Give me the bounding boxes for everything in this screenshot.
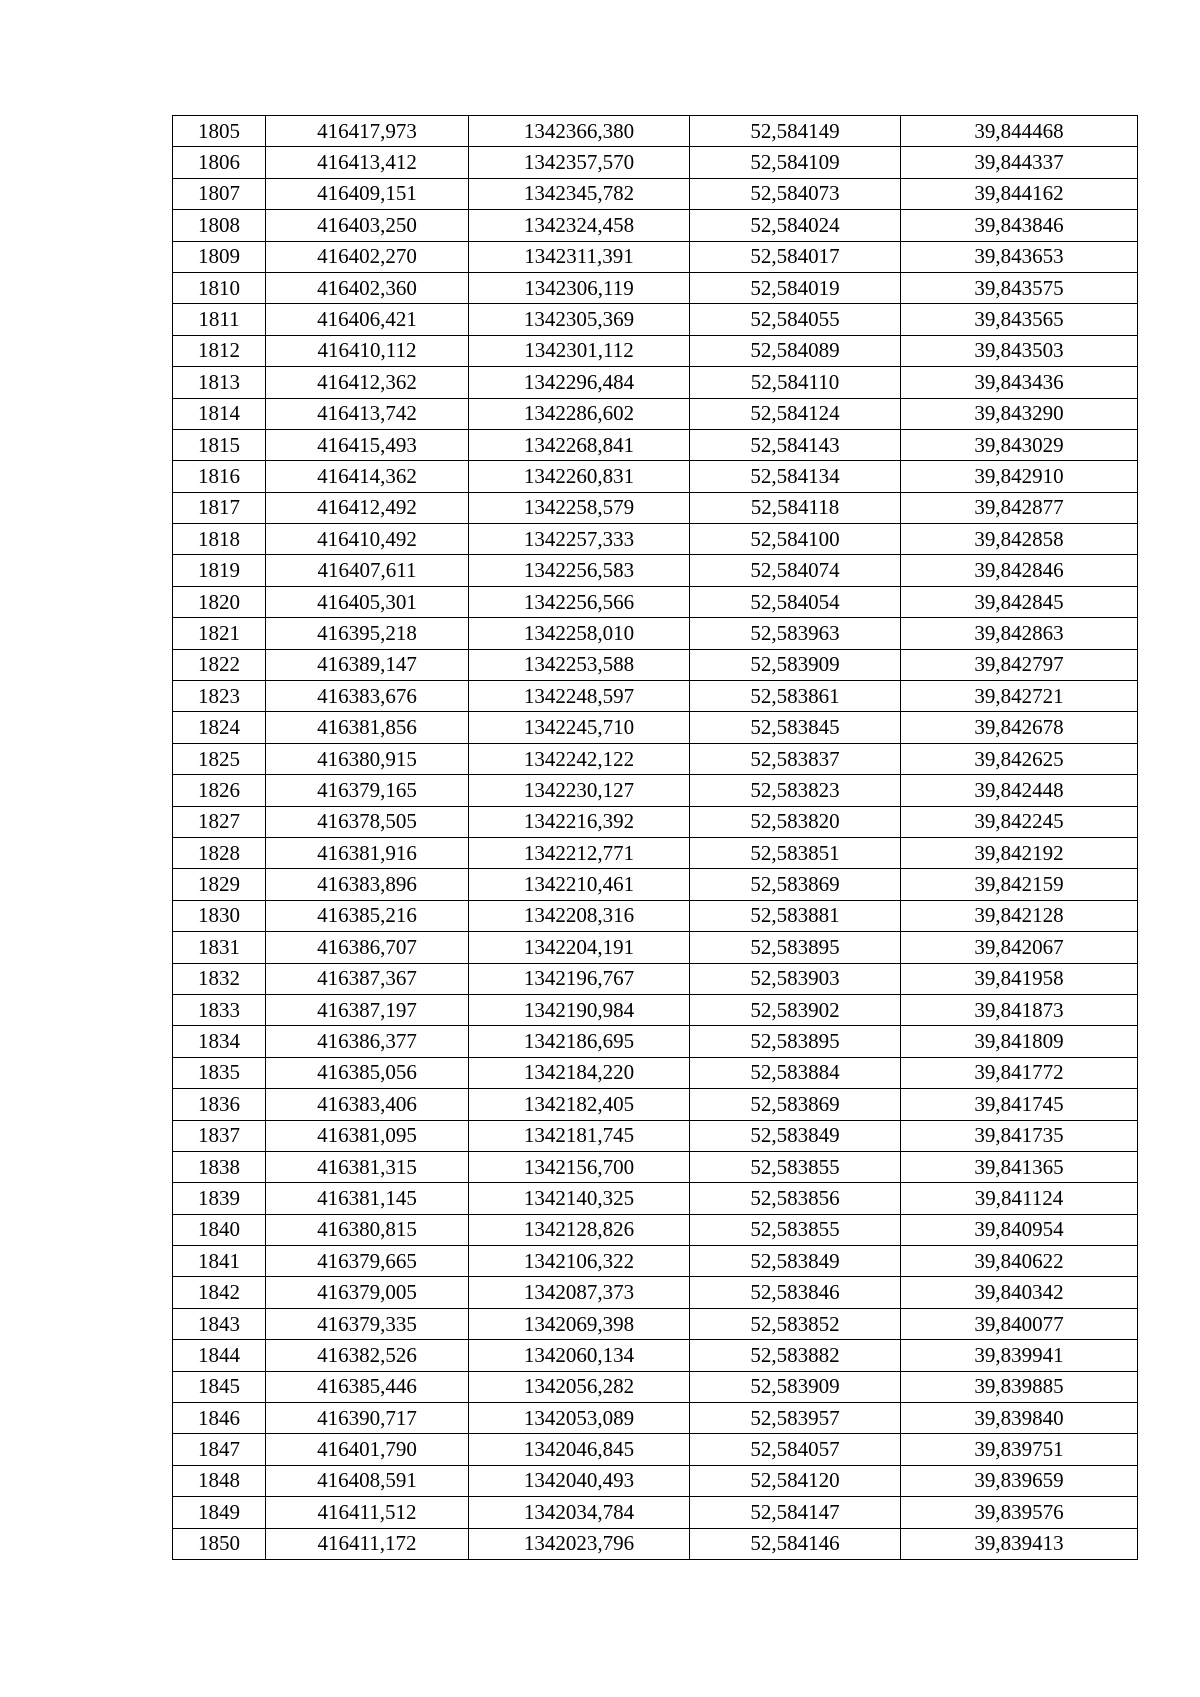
- table-row: [173, 210, 1138, 241]
- x-coordinate-cell: 416413,412: [266, 147, 469, 178]
- point-number-cell: 1844: [173, 1340, 266, 1371]
- point-number-cell: 1849: [173, 1497, 266, 1528]
- longitude-cell: 39,841958: [901, 963, 1138, 994]
- y-coordinate-cell: 1342366,380: [469, 116, 690, 147]
- longitude-cell: 39,844337: [901, 147, 1138, 178]
- table-row: [173, 272, 1138, 303]
- table-row: [173, 304, 1138, 335]
- table-row: [173, 1183, 1138, 1214]
- table-row: [173, 900, 1138, 931]
- y-coordinate-cell: 1342128,826: [469, 1214, 690, 1245]
- latitude-cell: 52,583849: [690, 1120, 901, 1151]
- table-row: [173, 147, 1138, 178]
- latitude-cell: 52,584147: [690, 1497, 901, 1528]
- table-row: [173, 1308, 1138, 1339]
- x-coordinate-cell: 416415,493: [266, 429, 469, 460]
- longitude-cell: 39,842845: [901, 586, 1138, 617]
- y-coordinate-cell: 1342181,745: [469, 1120, 690, 1151]
- latitude-cell: 52,584143: [690, 429, 901, 460]
- point-number-cell: 1846: [173, 1403, 266, 1434]
- y-coordinate-cell: 1342258,579: [469, 492, 690, 523]
- point-number-cell: 1823: [173, 681, 266, 712]
- latitude-cell: 52,583851: [690, 837, 901, 868]
- latitude-cell: 52,584073: [690, 178, 901, 209]
- point-number-cell: 1836: [173, 1089, 266, 1120]
- x-coordinate-cell: 416389,147: [266, 649, 469, 680]
- y-coordinate-cell: 1342023,796: [469, 1528, 690, 1559]
- coordinates-sheet: [172, 115, 1138, 1560]
- x-coordinate-cell: 416402,270: [266, 241, 469, 272]
- x-coordinate-cell: 416381,095: [266, 1120, 469, 1151]
- table-row: [173, 1340, 1138, 1371]
- longitude-cell: 39,839751: [901, 1434, 1138, 1465]
- point-number-cell: 1843: [173, 1308, 266, 1339]
- point-number-cell: 1831: [173, 932, 266, 963]
- longitude-cell: 39,840342: [901, 1277, 1138, 1308]
- y-coordinate-cell: 1342156,700: [469, 1151, 690, 1182]
- table-row: [173, 241, 1138, 272]
- x-coordinate-cell: 416386,377: [266, 1026, 469, 1057]
- y-coordinate-cell: 1342106,322: [469, 1246, 690, 1277]
- latitude-cell: 52,584109: [690, 147, 901, 178]
- table-row: [173, 1151, 1138, 1182]
- latitude-cell: 52,584019: [690, 272, 901, 303]
- longitude-cell: 39,843846: [901, 210, 1138, 241]
- point-number-cell: 1832: [173, 963, 266, 994]
- latitude-cell: 52,583869: [690, 869, 901, 900]
- table-row: [173, 806, 1138, 837]
- x-coordinate-cell: 416412,492: [266, 492, 469, 523]
- y-coordinate-cell: 1342190,984: [469, 994, 690, 1025]
- y-coordinate-cell: 1342301,112: [469, 335, 690, 366]
- latitude-cell: 52,584074: [690, 555, 901, 586]
- y-coordinate-cell: 1342306,119: [469, 272, 690, 303]
- table-row: [173, 492, 1138, 523]
- y-coordinate-cell: 1342046,845: [469, 1434, 690, 1465]
- longitude-cell: 39,842858: [901, 524, 1138, 555]
- y-coordinate-cell: 1342140,325: [469, 1183, 690, 1214]
- point-number-cell: 1819: [173, 555, 266, 586]
- x-coordinate-cell: 416381,315: [266, 1151, 469, 1182]
- x-coordinate-cell: 416409,151: [266, 178, 469, 209]
- longitude-cell: 39,841124: [901, 1183, 1138, 1214]
- longitude-cell: 39,839941: [901, 1340, 1138, 1371]
- point-number-cell: 1816: [173, 461, 266, 492]
- x-coordinate-cell: 416381,856: [266, 712, 469, 743]
- point-number-cell: 1809: [173, 241, 266, 272]
- longitude-cell: 39,841365: [901, 1151, 1138, 1182]
- latitude-cell: 52,584054: [690, 586, 901, 617]
- point-number-cell: 1845: [173, 1371, 266, 1402]
- y-coordinate-cell: 1342242,122: [469, 743, 690, 774]
- latitude-cell: 52,584146: [690, 1528, 901, 1559]
- table-row: [173, 429, 1138, 460]
- latitude-cell: 52,583837: [690, 743, 901, 774]
- x-coordinate-cell: 416379,005: [266, 1277, 469, 1308]
- longitude-cell: 39,843503: [901, 335, 1138, 366]
- x-coordinate-cell: 416412,362: [266, 367, 469, 398]
- table-row: [173, 1277, 1138, 1308]
- point-number-cell: 1815: [173, 429, 266, 460]
- y-coordinate-cell: 1342034,784: [469, 1497, 690, 1528]
- y-coordinate-cell: 1342256,583: [469, 555, 690, 586]
- latitude-cell: 52,583909: [690, 649, 901, 680]
- point-number-cell: 1838: [173, 1151, 266, 1182]
- y-coordinate-cell: 1342208,316: [469, 900, 690, 931]
- table-row: [173, 1497, 1138, 1528]
- y-coordinate-cell: 1342256,566: [469, 586, 690, 617]
- point-number-cell: 1839: [173, 1183, 266, 1214]
- x-coordinate-cell: 416381,145: [266, 1183, 469, 1214]
- x-coordinate-cell: 416378,505: [266, 806, 469, 837]
- longitude-cell: 39,839576: [901, 1497, 1138, 1528]
- point-number-cell: 1850: [173, 1528, 266, 1559]
- longitude-cell: 39,841772: [901, 1057, 1138, 1088]
- latitude-cell: 52,584089: [690, 335, 901, 366]
- latitude-cell: 52,584055: [690, 304, 901, 335]
- table-row: [173, 1057, 1138, 1088]
- y-coordinate-cell: 1342305,369: [469, 304, 690, 335]
- point-number-cell: 1848: [173, 1465, 266, 1496]
- x-coordinate-cell: 416413,742: [266, 398, 469, 429]
- point-number-cell: 1810: [173, 272, 266, 303]
- table-row: [173, 618, 1138, 649]
- longitude-cell: 39,843436: [901, 367, 1138, 398]
- x-coordinate-cell: 416387,197: [266, 994, 469, 1025]
- table-row: [173, 335, 1138, 366]
- y-coordinate-cell: 1342053,089: [469, 1403, 690, 1434]
- point-number-cell: 1808: [173, 210, 266, 241]
- point-number-cell: 1827: [173, 806, 266, 837]
- longitude-cell: 39,844162: [901, 178, 1138, 209]
- x-coordinate-cell: 416405,301: [266, 586, 469, 617]
- point-number-cell: 1811: [173, 304, 266, 335]
- point-number-cell: 1818: [173, 524, 266, 555]
- table-row: [173, 712, 1138, 743]
- x-coordinate-cell: 416403,250: [266, 210, 469, 241]
- latitude-cell: 52,584024: [690, 210, 901, 241]
- x-coordinate-cell: 416383,676: [266, 681, 469, 712]
- latitude-cell: 52,583846: [690, 1277, 901, 1308]
- table-row: [173, 1120, 1138, 1151]
- longitude-cell: 39,840622: [901, 1246, 1138, 1277]
- point-number-cell: 1812: [173, 335, 266, 366]
- x-coordinate-cell: 416380,815: [266, 1214, 469, 1245]
- latitude-cell: 52,583884: [690, 1057, 901, 1088]
- longitude-cell: 39,843029: [901, 429, 1138, 460]
- latitude-cell: 52,583895: [690, 1026, 901, 1057]
- latitude-cell: 52,584149: [690, 116, 901, 147]
- table-body: [173, 116, 1138, 1560]
- table-row: [173, 178, 1138, 209]
- y-coordinate-cell: 1342056,282: [469, 1371, 690, 1402]
- table-row: [173, 461, 1138, 492]
- longitude-cell: 39,842067: [901, 932, 1138, 963]
- y-coordinate-cell: 1342357,570: [469, 147, 690, 178]
- y-coordinate-cell: 1342087,373: [469, 1277, 690, 1308]
- x-coordinate-cell: 416406,421: [266, 304, 469, 335]
- latitude-cell: 52,584017: [690, 241, 901, 272]
- table-row: [173, 1371, 1138, 1402]
- y-coordinate-cell: 1342258,010: [469, 618, 690, 649]
- latitude-cell: 52,583869: [690, 1089, 901, 1120]
- longitude-cell: 39,841873: [901, 994, 1138, 1025]
- longitude-cell: 39,842846: [901, 555, 1138, 586]
- longitude-cell: 39,842159: [901, 869, 1138, 900]
- longitude-cell: 39,839840: [901, 1403, 1138, 1434]
- y-coordinate-cell: 1342212,771: [469, 837, 690, 868]
- table-row: [173, 994, 1138, 1025]
- point-number-cell: 1842: [173, 1277, 266, 1308]
- x-coordinate-cell: 416385,056: [266, 1057, 469, 1088]
- coordinates-table: [172, 115, 1138, 1560]
- y-coordinate-cell: 1342184,220: [469, 1057, 690, 1088]
- latitude-cell: 52,583823: [690, 775, 901, 806]
- x-coordinate-cell: 416395,218: [266, 618, 469, 649]
- point-number-cell: 1817: [173, 492, 266, 523]
- y-coordinate-cell: 1342040,493: [469, 1465, 690, 1496]
- longitude-cell: 39,842797: [901, 649, 1138, 680]
- longitude-cell: 39,839659: [901, 1465, 1138, 1496]
- table-row: [173, 586, 1138, 617]
- table-row: [173, 1434, 1138, 1465]
- y-coordinate-cell: 1342324,458: [469, 210, 690, 241]
- table-row: [173, 1403, 1138, 1434]
- latitude-cell: 52,584120: [690, 1465, 901, 1496]
- longitude-cell: 39,844468: [901, 116, 1138, 147]
- point-number-cell: 1833: [173, 994, 266, 1025]
- latitude-cell: 52,584118: [690, 492, 901, 523]
- longitude-cell: 39,842910: [901, 461, 1138, 492]
- y-coordinate-cell: 1342286,602: [469, 398, 690, 429]
- x-coordinate-cell: 416407,611: [266, 555, 469, 586]
- y-coordinate-cell: 1342060,134: [469, 1340, 690, 1371]
- x-coordinate-cell: 416387,367: [266, 963, 469, 994]
- longitude-cell: 39,841735: [901, 1120, 1138, 1151]
- table-row: [173, 963, 1138, 994]
- x-coordinate-cell: 416379,665: [266, 1246, 469, 1277]
- longitude-cell: 39,839413: [901, 1528, 1138, 1559]
- table-row: [173, 932, 1138, 963]
- table-row: [173, 1026, 1138, 1057]
- longitude-cell: 39,843653: [901, 241, 1138, 272]
- latitude-cell: 52,583909: [690, 1371, 901, 1402]
- y-coordinate-cell: 1342296,484: [469, 367, 690, 398]
- point-number-cell: 1821: [173, 618, 266, 649]
- latitude-cell: 52,583957: [690, 1403, 901, 1434]
- longitude-cell: 39,842721: [901, 681, 1138, 712]
- table-row: [173, 524, 1138, 555]
- x-coordinate-cell: 416386,707: [266, 932, 469, 963]
- latitude-cell: 52,584134: [690, 461, 901, 492]
- latitude-cell: 52,583820: [690, 806, 901, 837]
- longitude-cell: 39,842128: [901, 900, 1138, 931]
- point-number-cell: 1837: [173, 1120, 266, 1151]
- longitude-cell: 39,839885: [901, 1371, 1138, 1402]
- longitude-cell: 39,843575: [901, 272, 1138, 303]
- point-number-cell: 1813: [173, 367, 266, 398]
- latitude-cell: 52,583849: [690, 1246, 901, 1277]
- x-coordinate-cell: 416383,406: [266, 1089, 469, 1120]
- point-number-cell: 1841: [173, 1246, 266, 1277]
- x-coordinate-cell: 416390,717: [266, 1403, 469, 1434]
- table-row: [173, 1089, 1138, 1120]
- longitude-cell: 39,842448: [901, 775, 1138, 806]
- latitude-cell: 52,583903: [690, 963, 901, 994]
- longitude-cell: 39,842245: [901, 806, 1138, 837]
- latitude-cell: 52,583855: [690, 1214, 901, 1245]
- point-number-cell: 1806: [173, 147, 266, 178]
- y-coordinate-cell: 1342253,588: [469, 649, 690, 680]
- x-coordinate-cell: 416401,790: [266, 1434, 469, 1465]
- x-coordinate-cell: 416411,512: [266, 1497, 469, 1528]
- y-coordinate-cell: 1342245,710: [469, 712, 690, 743]
- x-coordinate-cell: 416408,591: [266, 1465, 469, 1496]
- y-coordinate-cell: 1342248,597: [469, 681, 690, 712]
- latitude-cell: 52,583895: [690, 932, 901, 963]
- x-coordinate-cell: 416411,172: [266, 1528, 469, 1559]
- point-number-cell: 1847: [173, 1434, 266, 1465]
- latitude-cell: 52,584110: [690, 367, 901, 398]
- x-coordinate-cell: 416417,973: [266, 116, 469, 147]
- longitude-cell: 39,842625: [901, 743, 1138, 774]
- longitude-cell: 39,840077: [901, 1308, 1138, 1339]
- longitude-cell: 39,842863: [901, 618, 1138, 649]
- point-number-cell: 1840: [173, 1214, 266, 1245]
- y-coordinate-cell: 1342260,831: [469, 461, 690, 492]
- point-number-cell: 1829: [173, 869, 266, 900]
- table-row: [173, 398, 1138, 429]
- latitude-cell: 52,584100: [690, 524, 901, 555]
- y-coordinate-cell: 1342216,392: [469, 806, 690, 837]
- table-row: [173, 1214, 1138, 1245]
- longitude-cell: 39,840954: [901, 1214, 1138, 1245]
- latitude-cell: 52,583852: [690, 1308, 901, 1339]
- point-number-cell: 1814: [173, 398, 266, 429]
- x-coordinate-cell: 416402,360: [266, 272, 469, 303]
- latitude-cell: 52,583963: [690, 618, 901, 649]
- table-row: [173, 775, 1138, 806]
- latitude-cell: 52,583856: [690, 1183, 901, 1214]
- point-number-cell: 1822: [173, 649, 266, 680]
- point-number-cell: 1835: [173, 1057, 266, 1088]
- table-row: [173, 1246, 1138, 1277]
- table-row: [173, 743, 1138, 774]
- x-coordinate-cell: 416414,362: [266, 461, 469, 492]
- x-coordinate-cell: 416383,896: [266, 869, 469, 900]
- longitude-cell: 39,843290: [901, 398, 1138, 429]
- longitude-cell: 39,841745: [901, 1089, 1138, 1120]
- x-coordinate-cell: 416410,112: [266, 335, 469, 366]
- table-row: [173, 1465, 1138, 1496]
- y-coordinate-cell: 1342268,841: [469, 429, 690, 460]
- table-row: [173, 555, 1138, 586]
- longitude-cell: 39,843565: [901, 304, 1138, 335]
- table-row: [173, 367, 1138, 398]
- point-number-cell: 1834: [173, 1026, 266, 1057]
- table-row: [173, 837, 1138, 868]
- latitude-cell: 52,584057: [690, 1434, 901, 1465]
- x-coordinate-cell: 416379,165: [266, 775, 469, 806]
- longitude-cell: 39,842192: [901, 837, 1138, 868]
- point-number-cell: 1805: [173, 116, 266, 147]
- y-coordinate-cell: 1342257,333: [469, 524, 690, 555]
- longitude-cell: 39,842877: [901, 492, 1138, 523]
- y-coordinate-cell: 1342311,391: [469, 241, 690, 272]
- y-coordinate-cell: 1342204,191: [469, 932, 690, 963]
- x-coordinate-cell: 416382,526: [266, 1340, 469, 1371]
- table-row: [173, 681, 1138, 712]
- x-coordinate-cell: 416385,446: [266, 1371, 469, 1402]
- y-coordinate-cell: 1342345,782: [469, 178, 690, 209]
- x-coordinate-cell: 416380,915: [266, 743, 469, 774]
- y-coordinate-cell: 1342069,398: [469, 1308, 690, 1339]
- table-row: [173, 649, 1138, 680]
- y-coordinate-cell: 1342196,767: [469, 963, 690, 994]
- table-row: [173, 1528, 1138, 1559]
- longitude-cell: 39,841809: [901, 1026, 1138, 1057]
- point-number-cell: 1807: [173, 178, 266, 209]
- latitude-cell: 52,583881: [690, 900, 901, 931]
- x-coordinate-cell: 416410,492: [266, 524, 469, 555]
- point-number-cell: 1826: [173, 775, 266, 806]
- latitude-cell: 52,584124: [690, 398, 901, 429]
- x-coordinate-cell: 416379,335: [266, 1308, 469, 1339]
- point-number-cell: 1828: [173, 837, 266, 868]
- latitude-cell: 52,583902: [690, 994, 901, 1025]
- latitude-cell: 52,583845: [690, 712, 901, 743]
- latitude-cell: 52,583861: [690, 681, 901, 712]
- x-coordinate-cell: 416385,216: [266, 900, 469, 931]
- point-number-cell: 1820: [173, 586, 266, 617]
- point-number-cell: 1825: [173, 743, 266, 774]
- y-coordinate-cell: 1342230,127: [469, 775, 690, 806]
- latitude-cell: 52,583855: [690, 1151, 901, 1182]
- point-number-cell: 1824: [173, 712, 266, 743]
- y-coordinate-cell: 1342182,405: [469, 1089, 690, 1120]
- table-row: [173, 869, 1138, 900]
- longitude-cell: 39,842678: [901, 712, 1138, 743]
- y-coordinate-cell: 1342210,461: [469, 869, 690, 900]
- x-coordinate-cell: 416381,916: [266, 837, 469, 868]
- latitude-cell: 52,583882: [690, 1340, 901, 1371]
- table-row: [173, 116, 1138, 147]
- point-number-cell: 1830: [173, 900, 266, 931]
- y-coordinate-cell: 1342186,695: [469, 1026, 690, 1057]
